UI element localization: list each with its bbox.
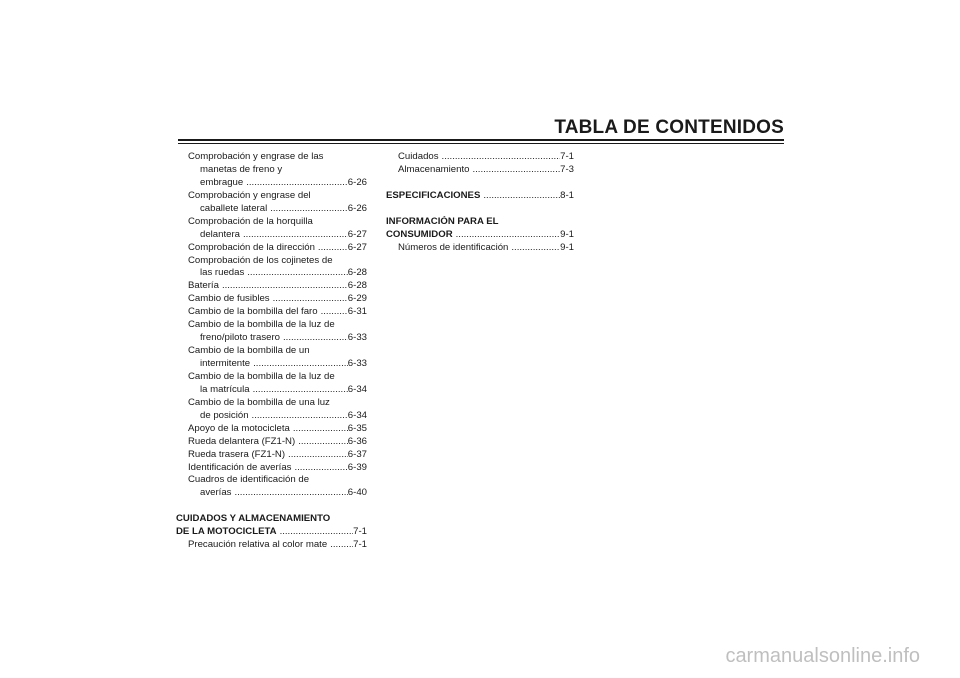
toc-entry-line [176, 164, 367, 177]
toc-entry-title: Identificación de averías [188, 461, 292, 473]
toc-left-column [176, 151, 367, 552]
toc-entry-line [176, 319, 367, 332]
toc-entry[interactable] [176, 332, 367, 345]
toc-page-number: 6-34 [347, 409, 367, 421]
toc-page-number: 6-36 [347, 435, 367, 447]
toc-entry-line [176, 216, 367, 229]
toc-dot-leader [511, 242, 560, 255]
toc-entry-title: Cuidados [398, 151, 439, 162]
toc-page-number: 6-28 [347, 267, 367, 279]
toc-entry-title: Comprobación de la horquilla [188, 215, 313, 227]
toc-page-number: 7-1 [560, 151, 574, 162]
toc-entry[interactable] [176, 526, 367, 539]
toc-entry-title: Batería [188, 280, 219, 292]
toc-entry[interactable] [386, 229, 574, 242]
toc-dot-leader [288, 449, 348, 462]
toc-entry[interactable] [176, 280, 367, 293]
toc-right-column [386, 151, 574, 255]
toc-entry-title: Comprobación de los cojinetes de [188, 254, 333, 266]
watermark: carmanualsonline.info [725, 645, 920, 667]
toc-page-number: 7-1 [353, 539, 367, 551]
toc-entry-line [176, 255, 367, 268]
toc-entry[interactable] [386, 242, 574, 255]
toc-page-number: 6-34 [347, 383, 367, 395]
toc-entry[interactable] [386, 151, 574, 164]
toc-entry[interactable] [176, 423, 367, 436]
toc-dot-leader [222, 280, 348, 293]
toc-entry-line [176, 345, 367, 358]
toc-entry[interactable] [176, 177, 367, 190]
toc-entry-title: la matrícula [200, 383, 250, 395]
toc-dot-leader [246, 177, 348, 190]
toc-spacer [176, 500, 367, 513]
toc-entry-title: intermitente [200, 358, 251, 369]
toc-entry[interactable] [386, 190, 574, 203]
toc-page-number: 6-33 [347, 358, 367, 369]
toc-dot-leader [298, 436, 348, 449]
toc-dot-leader [330, 539, 353, 552]
toc-dot-leader [280, 526, 354, 539]
toc-dot-leader [243, 229, 348, 242]
toc-section-heading [386, 216, 574, 229]
toc-page-number: 9-1 [560, 228, 574, 240]
toc-entry-title: Rueda delantera (FZ1-N) [188, 435, 296, 447]
toc-page-number: 6-33 [347, 332, 367, 344]
toc-entry-title: embrague [200, 176, 244, 188]
toc-entry[interactable] [176, 462, 367, 475]
toc-section-heading [176, 513, 367, 526]
toc-entry[interactable] [176, 203, 367, 216]
toc-entry-title: Cambio de la bombilla de un [188, 345, 310, 357]
toc-dot-leader [252, 410, 348, 423]
toc-entry-title: delantera [200, 228, 241, 240]
toc-page-number: 9-1 [560, 241, 574, 253]
toc-entry[interactable] [176, 229, 367, 242]
toc-entry-title: caballete lateral [200, 202, 268, 214]
toc-entry-title: Cambio de la bombilla de la luz de [188, 319, 335, 331]
toc-entry-title: manetas de freno y [200, 163, 283, 175]
toc-entry-line [176, 474, 367, 487]
page-title: TABLA DE CONTENIDOS [554, 117, 784, 138]
toc-dot-leader [253, 358, 348, 371]
toc-entry[interactable] [176, 436, 367, 449]
toc-page-number: 6-29 [347, 293, 367, 305]
toc-entry-title: Comprobación y engrase de las [188, 151, 324, 162]
toc-page-number: 7-1 [353, 526, 367, 538]
toc-page-number: 8-1 [560, 189, 574, 201]
toc-page-number: 6-35 [347, 422, 367, 434]
toc-dot-leader [283, 332, 348, 345]
toc-entry-title: DE LA MOTOCICLETA [176, 526, 277, 538]
toc-entry-title: ESPECIFICACIONES [386, 189, 481, 201]
toc-entry-title: averías [200, 487, 232, 499]
toc-page-number: 6-31 [347, 306, 367, 318]
toc-dot-leader [294, 462, 347, 475]
toc-entry-line [176, 397, 367, 410]
toc-entry-title: Cambio de fusibles [188, 293, 270, 305]
toc-entry[interactable] [176, 539, 367, 552]
toc-entry-title: Números de identificación [398, 241, 509, 253]
toc-page-number: 6-27 [347, 241, 367, 253]
toc-entry-title: Comprobación y engrase del [188, 189, 311, 201]
toc-entry[interactable] [176, 293, 367, 306]
toc-entry[interactable] [176, 449, 367, 462]
title-rule-thick [178, 139, 784, 141]
toc-entry-title: INFORMACIÓN PARA EL [386, 215, 499, 227]
toc-dot-leader [270, 203, 348, 216]
toc-page-number: 6-39 [347, 461, 367, 473]
toc-dot-leader [442, 151, 561, 164]
toc-entry-title: Cambio de la bombilla del faro [188, 306, 318, 318]
toc-dot-leader [253, 384, 348, 397]
toc-entry-title: Apoyo de la motocicleta [188, 422, 290, 434]
toc-page-number: 6-26 [347, 176, 367, 188]
toc-dot-leader [483, 190, 560, 203]
toc-dot-leader [456, 229, 561, 242]
toc-entry[interactable] [176, 306, 367, 319]
toc-dot-leader [273, 293, 348, 306]
toc-entry[interactable] [176, 410, 367, 423]
toc-entry-title: las ruedas [200, 267, 245, 279]
toc-entry[interactable] [176, 242, 367, 255]
toc-entry-line [176, 151, 367, 164]
toc-entry-title: Precaución relativa al color mate [188, 539, 328, 551]
toc-dot-leader [472, 164, 560, 177]
toc-dot-leader [234, 487, 347, 500]
toc-page-number: 7-3 [560, 163, 574, 175]
toc-entry-line [176, 371, 367, 384]
toc-spacer [386, 177, 574, 190]
toc-entry-title: Rueda trasera (FZ1-N) [188, 448, 286, 460]
toc-entry[interactable] [176, 384, 367, 397]
toc-dot-leader [318, 242, 348, 255]
toc-page-number: 6-26 [347, 202, 367, 214]
title-rule-thin [178, 143, 784, 144]
toc-entry-title: freno/piloto trasero [200, 332, 280, 344]
toc-page-number: 6-27 [347, 228, 367, 240]
toc-entry-title: Comprobación de la dirección [188, 241, 315, 253]
toc-entry[interactable] [176, 267, 367, 280]
toc-entry-line [176, 190, 367, 203]
toc-entry-title: CUIDADOS Y ALMACENAMIENTO [176, 513, 331, 525]
toc-entry-title: Cambio de la bombilla de una luz [188, 396, 330, 408]
toc-dot-leader [321, 306, 348, 319]
toc-page-number: 6-40 [347, 487, 367, 499]
toc-dot-leader [293, 423, 348, 436]
toc-entry-title: de posición [200, 409, 249, 421]
toc-entry-title: CONSUMIDOR [386, 228, 453, 240]
toc-page-number: 6-28 [347, 280, 367, 292]
toc-entry-title: Cambio de la bombilla de la luz de [188, 370, 335, 382]
toc-page-number: 6-37 [347, 448, 367, 460]
toc-dot-leader [247, 267, 348, 280]
toc-spacer [386, 203, 574, 216]
toc-entry[interactable] [176, 358, 367, 371]
toc-entry-title: Cuadros de identificación de [188, 474, 310, 486]
toc-entry[interactable] [386, 164, 574, 177]
toc-entry-title: Almacenamiento [398, 163, 470, 175]
toc-entry[interactable] [176, 487, 367, 500]
